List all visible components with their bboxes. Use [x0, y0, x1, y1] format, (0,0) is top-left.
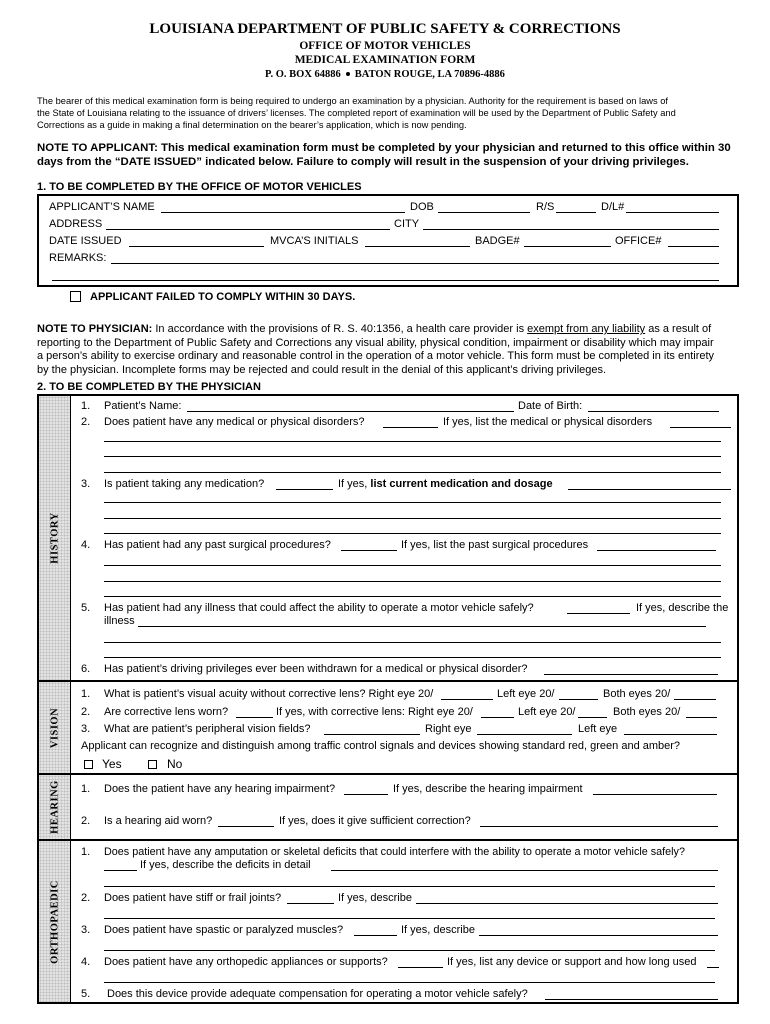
history-q3-detail-line-1[interactable] [104, 502, 721, 503]
ortho-q5-answer-field[interactable] [545, 999, 718, 1000]
ortho-q2-describe-field[interactable] [416, 903, 718, 904]
ortho-q1-number: 1. [81, 846, 91, 858]
history-q3-ifyes [338, 478, 553, 491]
hearing-q2-number: 2. [81, 815, 91, 827]
intro-line-1: The bearer of this medical examination form is being required to undergo an examination by a physician. Authority for the requirement is based on laws of [37, 96, 668, 106]
history-q2-number: 2. [81, 416, 91, 428]
liability-exemption-text: exempt from any liability [527, 323, 646, 335]
vision-q2-ifyes: If yes, with corrective lens: Right eye 20/ [276, 706, 473, 718]
remarks-field-line-2[interactable] [52, 280, 719, 281]
history-q4-detail-line-3[interactable] [104, 596, 721, 597]
history-q3-detail-line-2[interactable] [104, 518, 721, 519]
vision-peripheral-left-field[interactable] [624, 734, 717, 735]
ortho-q4-question: Does patient have any orthopedic appliances or supports? [104, 956, 388, 968]
office-title: OFFICE OF MOTOR VEHICLES [299, 40, 471, 52]
history-q2-detail-line-1[interactable] [104, 441, 721, 442]
ortho-q5-number: 5. [81, 988, 91, 1000]
remarks-label: REMARKS: [49, 252, 107, 264]
hearing-q2-question: Is a hearing aid worn? [104, 815, 213, 827]
section-2-heading: 2. TO BE COMPLETED BY THE PHYSICIAN [37, 381, 261, 393]
divider-history-vision [37, 680, 739, 682]
section-1-heading: 1. TO BE COMPLETED BY THE OFFICE OF MOTOR VEHICLES [37, 181, 362, 193]
ortho-q1-detail-line-2[interactable] [104, 886, 715, 887]
history-q2-detail-line-3[interactable] [104, 472, 721, 473]
note-physician-text-a: In accordance with the provisions of R. S. 40:1356, a health care provider is [152, 323, 528, 335]
patient-name-field[interactable] [187, 411, 514, 412]
orthopaedic-side-label: ORTHOPAEDIC [49, 879, 60, 964]
ortho-q5-question: Does this device provide adequate compensation for operating a motor vehicle safely? [107, 988, 528, 1000]
vision-corrected-right-field[interactable] [481, 717, 514, 718]
history-q4-number: 4. [81, 539, 91, 551]
history-q4-answer-field[interactable] [341, 550, 397, 551]
vision-q2-both-label: Both eyes 20/ [613, 706, 681, 718]
history-q2-answer-field[interactable] [383, 427, 438, 428]
address-city: BATON ROUGE, LA 70896-4886 [354, 69, 505, 80]
vision-q2-answer-field[interactable] [236, 717, 273, 718]
vision-q2-left-label: Left eye 20/ [518, 706, 576, 718]
history-q6-number: 6. [81, 663, 91, 675]
dob-label: DOB [410, 201, 434, 213]
history-q2-list-field[interactable] [670, 427, 731, 428]
history-q2-detail-line-2[interactable] [104, 456, 721, 457]
history-q4-list-field[interactable] [597, 550, 716, 551]
note-applicant-line-1: NOTE TO APPLICANT: This medical examination form must be completed by your physician and returned to this office within 30 [37, 142, 731, 154]
history-q4-detail-line-1[interactable] [104, 565, 721, 566]
agency-title: LOUISIANA DEPARTMENT OF PUBLIC SAFETY & CORRECTIONS [149, 21, 621, 37]
vision-right-eye-field[interactable] [441, 699, 493, 700]
form-title: MEDICAL EXAMINATION FORM [294, 54, 476, 66]
history-q4-question: Has patient had any past surgical procedures? [104, 539, 331, 551]
city-label: CITY [394, 218, 420, 230]
vision-band [39, 682, 71, 773]
ortho-q1-answer-field[interactable] [104, 870, 137, 871]
history-q1-number: 1. [81, 400, 91, 412]
note-physician-line-3: a person’s ability to exercise ordinary and reasonable control in the operation of a motor vehicle. This form must be completed in its entirety [37, 350, 715, 362]
ortho-q3-question: Does patient have spastic or paralyzed muscles? [104, 924, 344, 936]
office-number-field[interactable] [668, 246, 719, 247]
note-physician-text-b: as a result of [645, 323, 712, 335]
badge-field[interactable] [524, 246, 611, 247]
ortho-q4-number: 4. [81, 956, 91, 968]
orthopaedic-band [39, 841, 71, 1002]
history-q5-detail-line-1[interactable] [104, 642, 721, 643]
history-q5-answer-field[interactable] [567, 613, 630, 614]
vision-peripheral-right-field[interactable] [477, 734, 572, 735]
date-issued-field[interactable] [129, 246, 264, 247]
vision-q1-question: What is patient’s visual acuity without corrective lens? Right eye 20/ [104, 688, 434, 700]
mvca-initials-field[interactable] [365, 246, 470, 247]
ortho-q2-ifyes: If yes, describe [338, 892, 412, 904]
history-q5-question: Has patient had any illness that could affect the ability to operate a motor vehicle safely? [104, 602, 534, 614]
ortho-q2-number: 2. [81, 892, 91, 904]
intro-line-3: Corrections as a guide in making a final determination on the bearer’s application, which is now pending. [37, 120, 467, 130]
signals-yes-label: Yes [102, 757, 122, 771]
history-band [39, 396, 71, 680]
patient-dob-field[interactable] [588, 411, 719, 412]
divider-vision-hearing [37, 773, 739, 775]
note-physician-line-4: by the physician. Incomplete forms may be rejected and could result in the denial of this applicant’s driving privileges. [37, 364, 607, 376]
applicant-name-label: APPLICANT’S NAME [49, 201, 155, 213]
rs-label: R/S [536, 201, 555, 213]
vision-q3-question: What are patient’s peripheral vision fields? [104, 723, 311, 735]
history-q6-question: Has patient’s driving privileges ever been withdrawn for a medical or physical disorder? [104, 663, 528, 675]
history-side-label: HISTORY [49, 512, 60, 564]
note-applicant-line-2: days from the “DATE ISSUED” indicated below. Failure to comply will result in the suspension of your driving privileges. [37, 156, 689, 168]
vision-both-eyes-field[interactable] [674, 699, 716, 700]
ortho-q1-detail-field[interactable] [331, 870, 718, 871]
vision-q2-number: 2. [81, 706, 91, 718]
ortho-q2-answer-field[interactable] [287, 903, 334, 904]
history-q5-detail-line-2[interactable] [104, 657, 721, 658]
bullet-icon [346, 72, 350, 76]
address-field[interactable] [106, 229, 390, 230]
hearing-q2-answer-field[interactable] [218, 826, 274, 827]
ortho-q4-ifyes: If yes, list any device or support and how long used [447, 956, 697, 968]
history-q5-illness-field[interactable] [138, 626, 706, 627]
patient-dob-label: Date of Birth: [518, 400, 583, 412]
remarks-field-line-1[interactable] [111, 263, 719, 264]
failed-to-comply-checkbox[interactable] [70, 291, 81, 302]
hearing-side-label: HEARING [49, 780, 60, 834]
ortho-q2-question: Does patient have stiff or frail joints? [104, 892, 282, 904]
vision-side-label: VISION [49, 707, 60, 748]
history-q6-answer-field[interactable] [544, 674, 718, 675]
hearing-q1-answer-field[interactable] [344, 794, 388, 795]
history-q3-question: Is patient taking any medication? [104, 478, 265, 490]
dob-field[interactable] [438, 212, 530, 213]
history-q3-number: 3. [81, 478, 91, 490]
vision-corrected-left-field[interactable] [578, 717, 607, 718]
history-q5-illness-label: illness [104, 615, 135, 627]
ortho-q3-number: 3. [81, 924, 91, 936]
applicant-name-field[interactable] [161, 212, 405, 213]
vision-q1-left-label: Left eye 20/ [497, 688, 555, 700]
hearing-q2-ifyes: If yes, does it give sufficient correction? [279, 815, 471, 827]
vision-q1-number: 1. [81, 688, 91, 700]
history-q3-medication-field[interactable] [568, 489, 731, 490]
city-field[interactable] [423, 229, 719, 230]
ortho-q3-detail-line-2[interactable] [104, 950, 715, 951]
rs-field[interactable] [556, 212, 596, 213]
ortho-q4-detail-line-2[interactable] [104, 982, 715, 983]
vision-q3-number: 3. [81, 723, 91, 735]
note-physician-lead: NOTE TO PHYSICIAN: [37, 323, 153, 335]
vision-signals-question: Applicant can recognize and distinguish among traffic control signals and devices showing standard red, green and amber? [81, 740, 681, 752]
history-q5-number: 5. [81, 602, 91, 614]
history-q5-ifyes: If yes, describe the [636, 602, 729, 614]
ortho-q1-question: Does patient have any amputation or skeletal deficits that could interfere with the ability to operate a motor vehicle safely? [104, 846, 685, 858]
ortho-q3-ifyes: If yes, describe [401, 924, 475, 936]
intro-line-2: the State of Louisiana relating to the issuance of drivers’ licenses. The completed report of examination will be used by the Department of Public Safety and [37, 108, 676, 118]
ortho-q4-answer-field[interactable] [398, 967, 443, 968]
vision-q3-fields-field[interactable] [324, 734, 420, 735]
failed-to-comply-label: APPLICANT FAILED TO COMPLY WITHIN 30 DAYS. [90, 291, 356, 303]
hearing-q2-correction-field[interactable] [480, 826, 718, 827]
hearing-q1-question: Does the patient have any hearing impairment? [104, 783, 336, 795]
hearing-q1-ifyes: If yes, describe the hearing impairment [393, 783, 583, 795]
ortho-q3-describe-field[interactable] [479, 935, 718, 936]
mailing-address [0, 69, 770, 80]
note-physician-line-2: reporting to the Department of Public Safety and Corrections any visual ability, physical condition, impairment or disability which may impair [37, 337, 714, 349]
ortho-q1-ifyes: If yes, describe the deficits in detail [140, 859, 311, 871]
signals-no-checkbox[interactable] [148, 760, 157, 769]
note-physician-line-1 [37, 323, 711, 336]
badge-label: BADGE# [475, 235, 520, 247]
address-label: ADDRESS [49, 218, 103, 230]
history-q3-ifyes-text: If yes, [338, 478, 368, 490]
mvca-initials-label: MVCA’S INITIALS [270, 235, 359, 247]
vision-q3-left-label: Left eye [578, 723, 618, 735]
patient-name-label: Patient’s Name: [104, 400, 182, 412]
hearing-q1-describe-field[interactable] [593, 794, 717, 795]
ortho-q3-answer-field[interactable] [354, 935, 397, 936]
ortho-q2-detail-line-2[interactable] [104, 918, 715, 919]
divider-hearing-orthopaedic [37, 839, 739, 841]
hearing-q1-number: 1. [81, 783, 91, 795]
history-q3-medication-label: list current medication and dosage [370, 478, 553, 490]
history-q4-ifyes: If yes, list the past surgical procedures [401, 539, 589, 551]
history-q2-question: Does patient have any medical or physical disorders? [104, 416, 365, 428]
ortho-q4-list-field[interactable] [707, 967, 719, 968]
hearing-band [39, 775, 71, 839]
history-q2-ifyes: If yes, list the medical or physical disorders [443, 416, 653, 428]
signals-no-label: No [167, 757, 183, 771]
vision-left-eye-field[interactable] [559, 699, 598, 700]
office-number-label: OFFICE# [615, 235, 662, 247]
vision-q3-right-label: Right eye [425, 723, 472, 735]
address-po-box: P. O. BOX 64886 [265, 69, 341, 80]
vision-q2-question: Are corrective lens worn? [104, 706, 229, 718]
vision-q1-both-label: Both eyes 20/ [603, 688, 671, 700]
history-q3-detail-line-3[interactable] [104, 533, 721, 534]
signals-yes-checkbox[interactable] [84, 760, 93, 769]
history-q4-detail-line-2[interactable] [104, 581, 721, 582]
vision-corrected-both-field[interactable] [686, 717, 717, 718]
history-q3-answer-field[interactable] [276, 489, 333, 490]
date-issued-label: DATE ISSUED [49, 235, 122, 247]
dl-number-field[interactable] [626, 212, 719, 213]
dl-label: D/L# [601, 201, 625, 213]
